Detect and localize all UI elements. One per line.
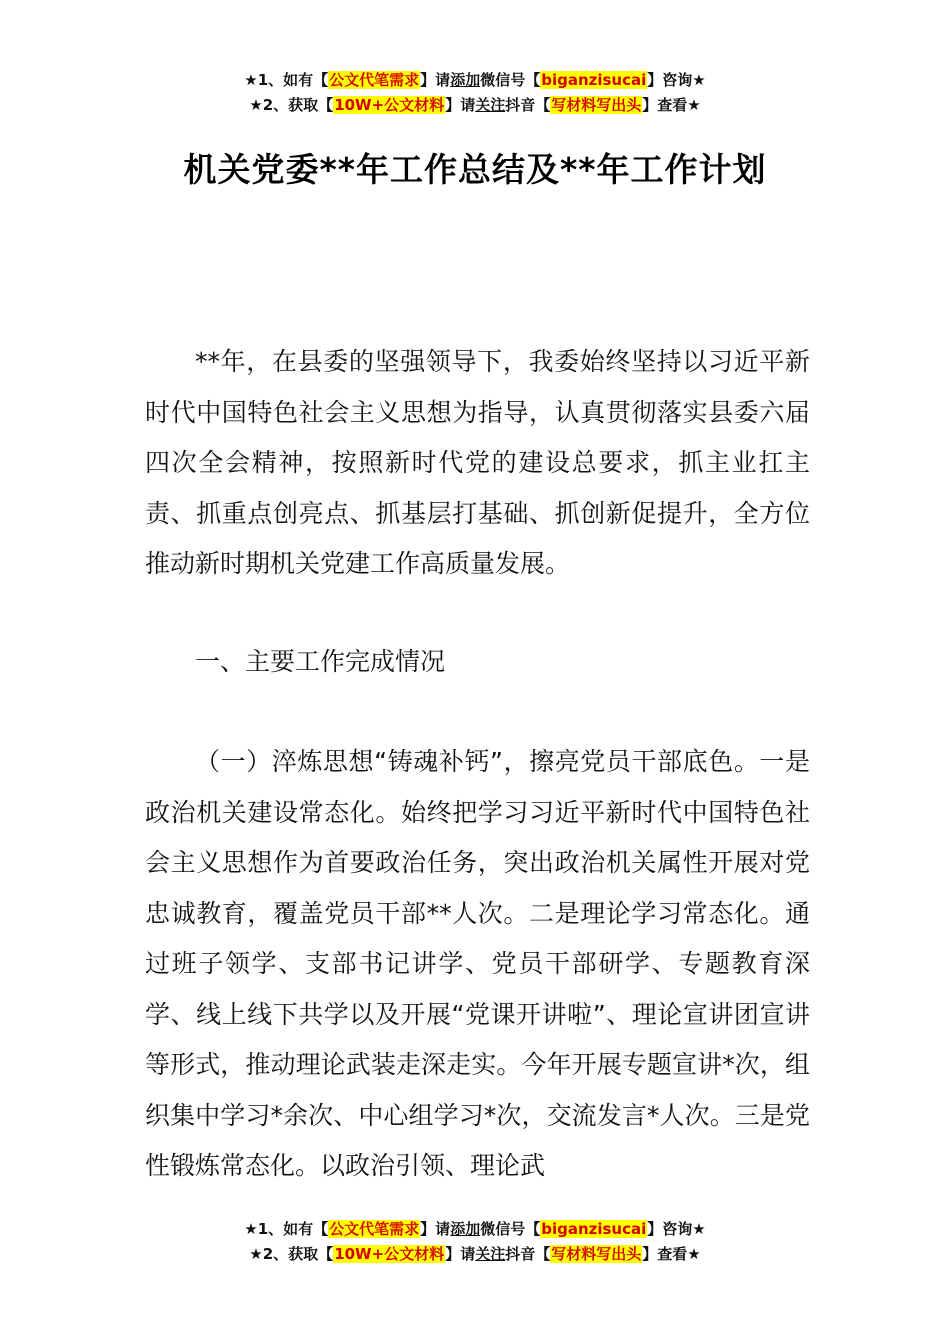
section-heading: 一、主要工作完成情况 — [195, 647, 446, 676]
bottom-banner — [0, 1217, 950, 1267]
highlight-materials: 10W+公文材料 — [334, 1245, 445, 1263]
banner-line-1 — [0, 1217, 950, 1242]
document-title: 机关党委**年工作总结及**年工作计划 — [183, 150, 767, 189]
banner-text: 】咨询★ — [647, 1220, 706, 1238]
paragraph-intro: **年，在县委的坚强领导下，我委始终坚持以习近平新时代中国特色社会主义思想为指导，认真贯彻落实县委六届四次全会精神，按照新时代党的建设总要求，抓主业扛主责、抓重点创亮点、抓基层打基础、抓创新促提升，全方位推动新时期机关党建工作高质量发展。 — [145, 347, 810, 578]
highlight-douyin: 写材料写出头 — [551, 96, 642, 114]
banner-text: 】请 — [420, 1220, 451, 1238]
highlight-wechat-id: biganzisucai — [541, 71, 647, 89]
banner-text: ★2、获取【 — [249, 96, 334, 114]
banner-text: 微信号【 — [480, 71, 541, 89]
banner-text: ★1、如有【 — [244, 1220, 329, 1238]
banner-text: 微信号【 — [480, 1220, 541, 1238]
banner-text: 抖音【 — [505, 1245, 551, 1263]
banner-text: 】咨询★ — [647, 71, 706, 89]
banner-text: 】请 — [445, 96, 476, 114]
banner-text: 】查看★ — [642, 96, 701, 114]
banner-text: 】请 — [445, 1245, 476, 1263]
highlight-douyin: 写材料写出头 — [551, 1245, 642, 1263]
underlined-text: 关注 — [475, 96, 506, 114]
underlined-text: 添加 — [450, 1220, 481, 1238]
banner-line-2 — [0, 1242, 950, 1267]
banner-text: 】请 — [420, 71, 451, 89]
highlight-service: 公文代笔需求 — [329, 71, 420, 89]
banner-text: ★1、如有【 — [244, 71, 329, 89]
banner-text: 抖音【 — [505, 96, 551, 114]
highlight-service: 公文代笔需求 — [329, 1220, 420, 1238]
banner-text: 】查看★ — [642, 1245, 701, 1263]
top-banner — [0, 68, 950, 118]
underlined-text: 关注 — [475, 1245, 506, 1263]
highlight-materials: 10W+公文材料 — [334, 96, 445, 114]
banner-text: ★2、获取【 — [249, 1245, 334, 1263]
banner-line-1 — [0, 68, 950, 93]
banner-line-2 — [0, 93, 950, 118]
underlined-text: 添加 — [450, 71, 481, 89]
highlight-wechat-id: biganzisucai — [541, 1220, 647, 1238]
paragraph-section-1: （一）淬炼思想“铸魂补钙”，擦亮党员干部底色。一是政治机关建设常态化。始终把学习习近平新时代中国特色社会主义思想作为首要政治任务，突出政治机关属性开展对党忠诚教育，覆盖党员干部**人次。二是理论学习常态化。通过班子领学、支部书记讲学、党员干部研学、专题教育深学、线上线下共学以及开展“党课开讲啦”、理论宣讲团宣讲等形式，推动理论武装走深走实。今年开展专题宣讲*次，组织集中学习*余次、中心组学习*次，交流发言*人次。三是党性锻炼常态化。以政治引领、理论武 — [145, 747, 810, 1180]
